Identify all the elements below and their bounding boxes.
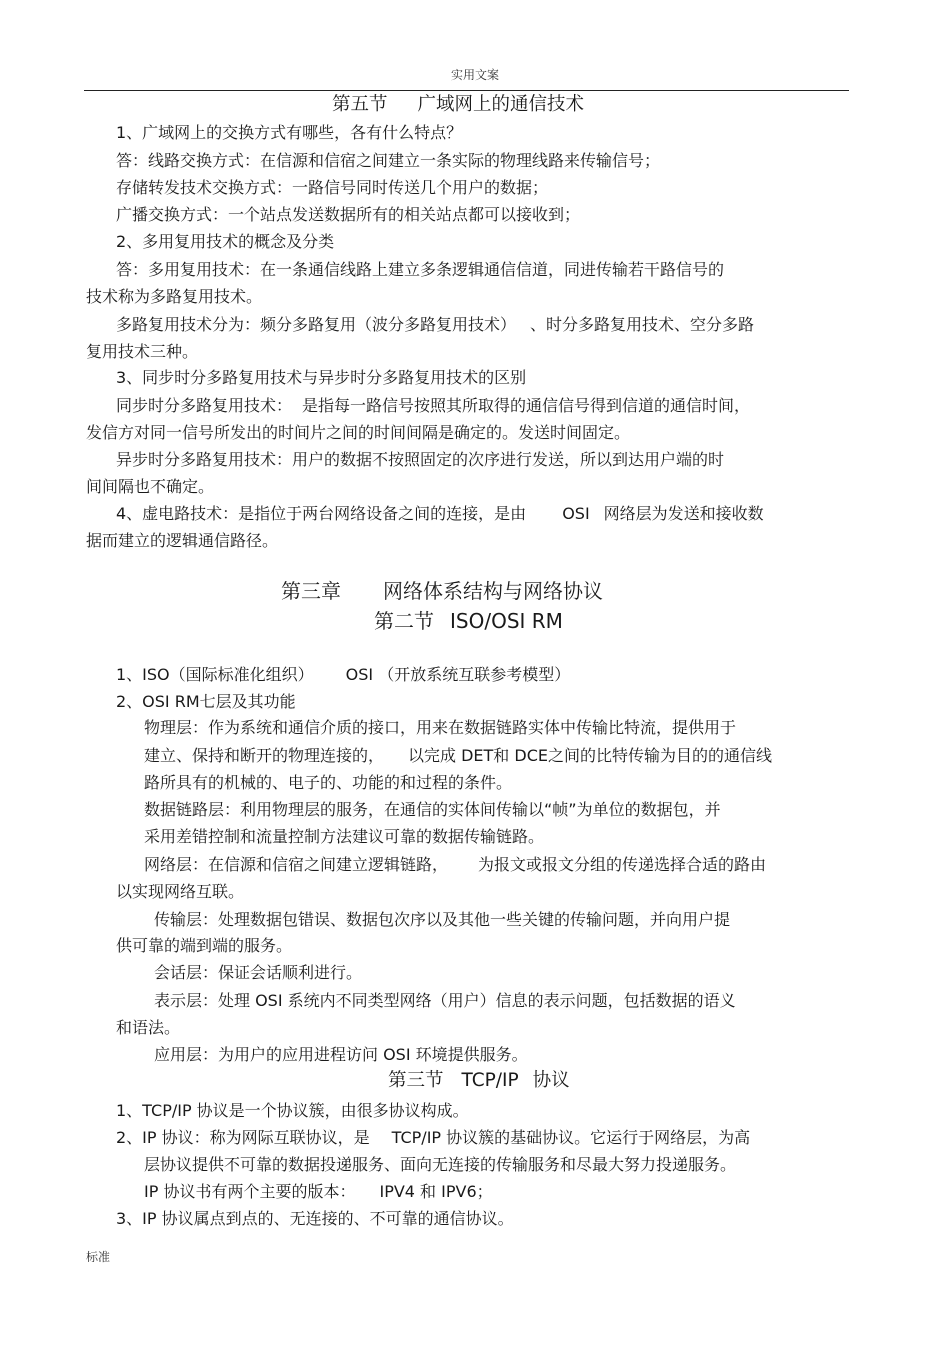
text-run: TCP/IP 协议簇的基础协议。它运行于网络层，为高 xyxy=(391,1128,751,1147)
answer-line: 广播交换方式：一个站点发送数据所有的相关站点都可以接收到； xyxy=(116,205,581,224)
answer-line: 存储转发技术交换方式：一路信号同时传送几个用户的数据； xyxy=(116,178,549,197)
section-name: TCP/IP xyxy=(461,1070,519,1091)
section-name-suffix: 协议 xyxy=(532,1070,570,1091)
chapter-name: 网络体系结构与网络协议 xyxy=(383,579,603,603)
list-item: 层协议提供不可靠的数据投递服务、面向无连接的传输服务和尽最大努力投递服务。 xyxy=(144,1155,737,1174)
answer-line: 据而建立的逻辑通信路径。 xyxy=(86,531,279,550)
section-number: 第二节 xyxy=(374,609,434,633)
text-run: 、时分多路复用技术、空分多路 xyxy=(530,315,755,334)
list-item xyxy=(116,1127,750,1149)
section-title xyxy=(388,1068,570,1094)
text-run: 网络层：在信源和信宿之间建立逻辑链路， xyxy=(144,855,449,874)
answer-line: 答：线路交换方式：在信源和信宿之间建立一条实际的物理线路来传输信号； xyxy=(116,151,661,170)
layer-line: 会话层：保证会话顺利进行。 xyxy=(154,963,363,982)
header-rule xyxy=(84,90,849,91)
list-item xyxy=(116,664,570,686)
text-run: 以完成 DET和 DCE之间的比特传输为目的的通信线 xyxy=(408,746,772,765)
list-item: 1、TCP/IP 协议是一个协议簇，由很多协议构成。 xyxy=(116,1101,469,1120)
section-name: ISO/OSI RM xyxy=(450,609,563,633)
answer-line: 技术称为多路复用技术。 xyxy=(86,287,263,306)
section-number: 第三节 xyxy=(388,1070,444,1091)
answer-line xyxy=(116,314,754,336)
list-item: 3、IP 协议属点到点的、无连接的、不可靠的通信协议。 xyxy=(116,1209,514,1228)
text-run: IPV4 和 IPV6； xyxy=(379,1182,493,1201)
text-run: 为报文或报文分组的传递选择合适的路由 xyxy=(478,855,767,874)
text-run: 建立、保持和断开的物理连接的， xyxy=(144,746,385,765)
list-item xyxy=(144,1181,493,1203)
answer-line: 间间隔也不确定。 xyxy=(86,477,215,496)
text-run: OSI （开放系统互联参考模型） xyxy=(345,665,571,684)
question-line: 3、同步时分多路复用技术与异步时分多路复用技术的区别 xyxy=(116,368,527,387)
text-run: IP 协议书有两个主要的版本： xyxy=(144,1182,356,1201)
text-run: 同步时分多路复用技术： xyxy=(116,396,293,415)
answer-line xyxy=(116,395,750,417)
chapter-title xyxy=(281,577,603,605)
layer-line: 物理层：作为系统和通信介质的接口，用来在数据链路实体中传输比特流，提供用于 xyxy=(144,718,737,737)
list-item: 2、OSI RM七层及其功能 xyxy=(116,692,296,711)
layer-line: 应用层：为用户的应用进程访问 OSI 环境提供服务。 xyxy=(154,1045,528,1064)
answer-line: 答：多用复用技术：在一条通信线路上建立多条逻辑通信信道，同进传输若干路信号的 xyxy=(116,260,725,279)
question-line xyxy=(116,503,764,525)
text-run: 网络层为发送和接收数 xyxy=(603,504,764,523)
page-footer: 标准 xyxy=(86,1250,111,1264)
layer-line: 路所具有的机械的、电子的、功能的和过程的条件。 xyxy=(144,773,513,792)
text-run: 多路复用技术分为：频分多路复用（波分多路复用技术） xyxy=(116,315,517,334)
chapter-number: 第三章 xyxy=(281,579,341,603)
layer-line: 以实现网络互联。 xyxy=(116,882,245,901)
layer-line: 和语法。 xyxy=(116,1018,181,1037)
section-name: 广域网上的通信技术 xyxy=(417,94,585,115)
layer-line: 传输层：处理数据包错误、数据包次序以及其他一些关键的传输问题，并向用户提 xyxy=(154,910,731,929)
layer-line xyxy=(144,854,766,876)
layer-line xyxy=(144,745,772,767)
layer-line: 表示层：处理 OSI 系统内不同类型网络（用户）信息的表示问题，包括数据的语义 xyxy=(154,991,736,1010)
text-run: 1、ISO（国际标准化组织） xyxy=(116,665,314,684)
question-line: 1、广域网上的交换方式有哪些，各有什么特点？ xyxy=(116,123,463,142)
section-title xyxy=(332,92,584,118)
answer-line: 异步时分多路复用技术：用户的数据不按照固定的次序进行发送，所以到达用户端的时 xyxy=(116,450,725,469)
section-title xyxy=(374,607,563,635)
text-run: OSI xyxy=(562,504,590,523)
text-run: 4、虚电路技术：是指位于两台网络设备之间的连接，是由 xyxy=(116,504,527,523)
layer-line: 数据链路层：利用物理层的服务，在通信的实体间传输以“帧”为单位的数据包，并 xyxy=(144,800,721,819)
text-run: 是指每一路信号按照其所取得的通信信号得到信道的通信时间， xyxy=(302,396,751,415)
question-line: 2、多用复用技术的概念及分类 xyxy=(116,232,335,251)
text-run: 2、IP 协议：称为网际互联协议，是 xyxy=(116,1128,370,1147)
answer-line: 发信方对同一信号所发出的时间片之间的时间间隔是确定的。发送时间固定。 xyxy=(86,423,631,442)
answer-line: 复用技术三种。 xyxy=(86,342,199,361)
layer-line: 供可靠的端到端的服务。 xyxy=(116,936,293,955)
page-header: 实用文案 xyxy=(450,68,499,82)
layer-line: 采用差错控制和流量控制方法建议可靠的数据传输链路。 xyxy=(144,827,545,846)
section-number: 第五节 xyxy=(332,94,388,115)
